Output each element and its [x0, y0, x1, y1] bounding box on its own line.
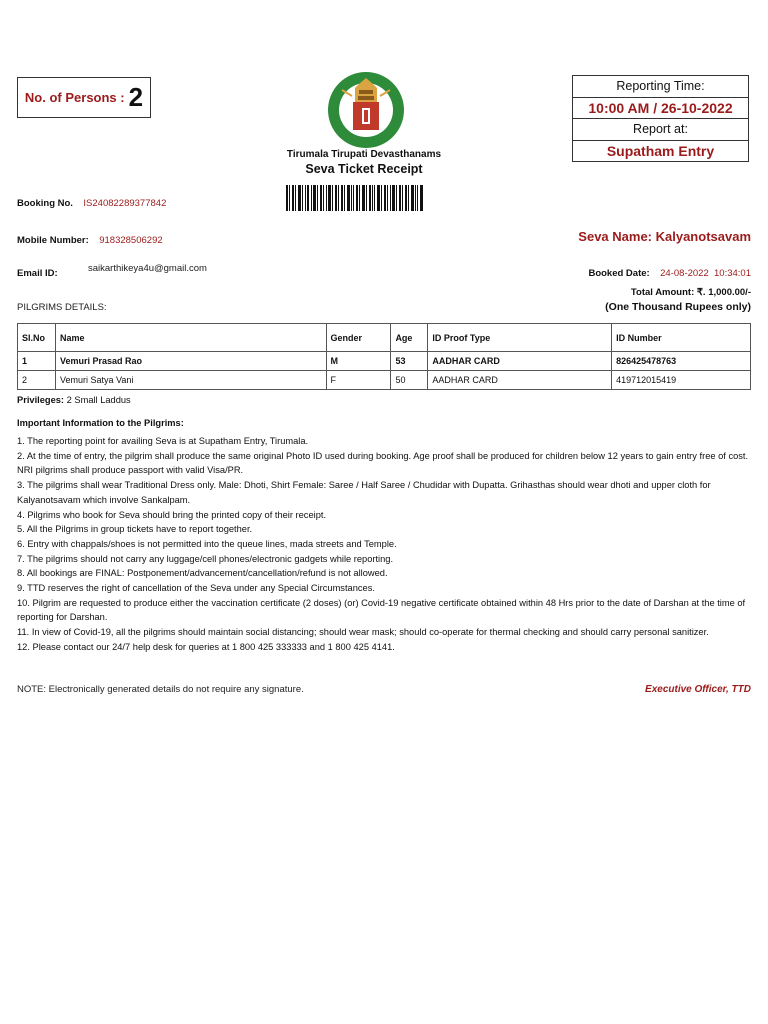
mobile-label: Mobile Number: [17, 235, 89, 246]
cell: AADHAR CARD [428, 371, 612, 390]
amount-in-words: (One Thousand Rupees only) [605, 301, 751, 313]
report-at-value-row [573, 141, 748, 163]
report-at-label-row [573, 119, 748, 141]
info-item: 6. Entry with chappals/shoes is not permitted into the queue lines, mada streets and Temple. [17, 538, 397, 549]
total-amount: Total Amount: ₹. 1,000.00/- [630, 287, 751, 298]
cell: F [326, 371, 391, 390]
report-at-value: Supatham Entry [606, 143, 715, 160]
info-item: 1. The reporting point for availing Seva is at Supatham Entry, Tirumala. [17, 436, 309, 446]
cell: 50 [391, 371, 428, 390]
cell: AADHAR CARD [428, 352, 612, 371]
booking-label: Booking No. [17, 198, 73, 209]
persons-label: No. of Persons : [24, 90, 125, 105]
cell: 53 [391, 352, 428, 371]
persons-box [17, 77, 151, 118]
cell: 826425478763 [612, 352, 751, 371]
cell: 419712015419 [612, 371, 751, 390]
email-label: Email ID: [17, 268, 58, 279]
mobile-row [17, 230, 163, 248]
booking-number: IS24082289377842 [83, 198, 167, 209]
cell: 2 [18, 371, 56, 390]
privileges-value: 2 Small Laddus [66, 395, 131, 405]
email-label-wrap [17, 263, 58, 281]
signatory: Executive Officer, TTD [645, 684, 751, 695]
info-item: 11. In view of Covid-19, all the pilgrims should maintain social distancing; should wear mask; should co-operate for thermal checking and should carry personal sanitizer. [17, 627, 709, 638]
col-age: Age [391, 324, 428, 352]
info-item: 4. Pilgrims who book for Seva should bring the printed copy of their receipt. [17, 509, 327, 520]
booked-date-label: Booked Date: [588, 268, 650, 279]
cell: M [326, 352, 391, 371]
pilgrims-table [17, 323, 751, 390]
cell: Vemuri Prasad Rao [55, 352, 326, 371]
info-item: 7. The pilgrims should not carry any luggage/cell phones/electronic gadgets while reporting. [17, 553, 394, 564]
info-item: 5. All the Pilgrims in group tickets have to report together. [17, 524, 253, 535]
info-item: 3. The pilgrims shall wear Traditional Dress only. Male: Dhoti, Shirt Female: Saree / Half Saree / Chudidar with Dupatta. Grihasthas should wear dhoti and upper cloth for Kalyanotsavam which involve Sankalpam. [17, 480, 711, 505]
barcode [286, 185, 423, 211]
reporting-time-label-row [573, 76, 748, 98]
col-name: Name [55, 324, 326, 352]
booked-date-row [588, 263, 751, 281]
info-item: 10. Pilgrim are requested to produce either the vaccination certificate (2 doses) (or) Covid-19 negative certificate obtained within 48 Hrs prior to the date of Darshan at the time of reporting for Darshan. [17, 597, 746, 623]
email-value: saikarthikeya4u@gmail.com [88, 263, 207, 274]
info-item: 9. TTD reserves the right of cancellation of the Seva under any Special Circumstances. [17, 583, 375, 594]
table-row [18, 352, 751, 371]
reporting-box [572, 75, 749, 162]
col-id-number: ID Number [612, 324, 751, 352]
privileges-row [17, 395, 131, 405]
reporting-time-value-row [573, 98, 748, 120]
info-list [17, 434, 757, 655]
info-item: 12. Please contact our 24/7 help desk for queries at 1 800 425 333333 and 1 800 425 4141. [17, 641, 395, 652]
table-header-row [18, 324, 751, 352]
cell: 1 [18, 352, 56, 371]
info-item: 8. All bookings are FINAL: Postponement/advancement/cancellation/refund is not allowed. [17, 568, 388, 579]
booking-row [17, 193, 166, 211]
receipt-title: Seva Ticket Receipt [305, 162, 423, 176]
signature-note: NOTE: Electronically generated details do not require any signature. [17, 684, 304, 695]
ttd-logo [322, 70, 410, 150]
cell: Vemuri Satya Vani [55, 371, 326, 390]
mobile-number: 918328506292 [99, 235, 163, 246]
info-heading: Important Information to the Pilgrims: [17, 418, 184, 428]
reporting-time-label: Reporting Time: [616, 79, 705, 94]
seva-name: Seva Name: Kalyanotsavam [578, 229, 751, 244]
booked-date-value: 24-08-2022 10:34:01 [660, 268, 751, 279]
col-id-proof: ID Proof Type [428, 324, 612, 352]
reporting-time-value: 10:00 AM / 26-10-2022 [588, 99, 733, 116]
col-gender: Gender [326, 324, 391, 352]
persons-count: 2 [128, 82, 144, 112]
org-name: Tirumala Tirupati Devasthanams [286, 149, 442, 160]
pilgrims-label: PILGRIMS DETAILS: [17, 302, 107, 313]
table-row [18, 371, 751, 390]
report-at-label: Report at: [633, 122, 688, 137]
info-item: 2. At the time of entry, the pilgrim shall produce the same original Photo ID used during booking. Age proof shall be produced for children below 12 years to gain entry free of cost. NRI pilgrims shall produce passport with valid Visa/PR. [17, 450, 749, 476]
col-slno: Sl.No [18, 324, 56, 352]
privileges-label: Privileges: [17, 395, 65, 405]
